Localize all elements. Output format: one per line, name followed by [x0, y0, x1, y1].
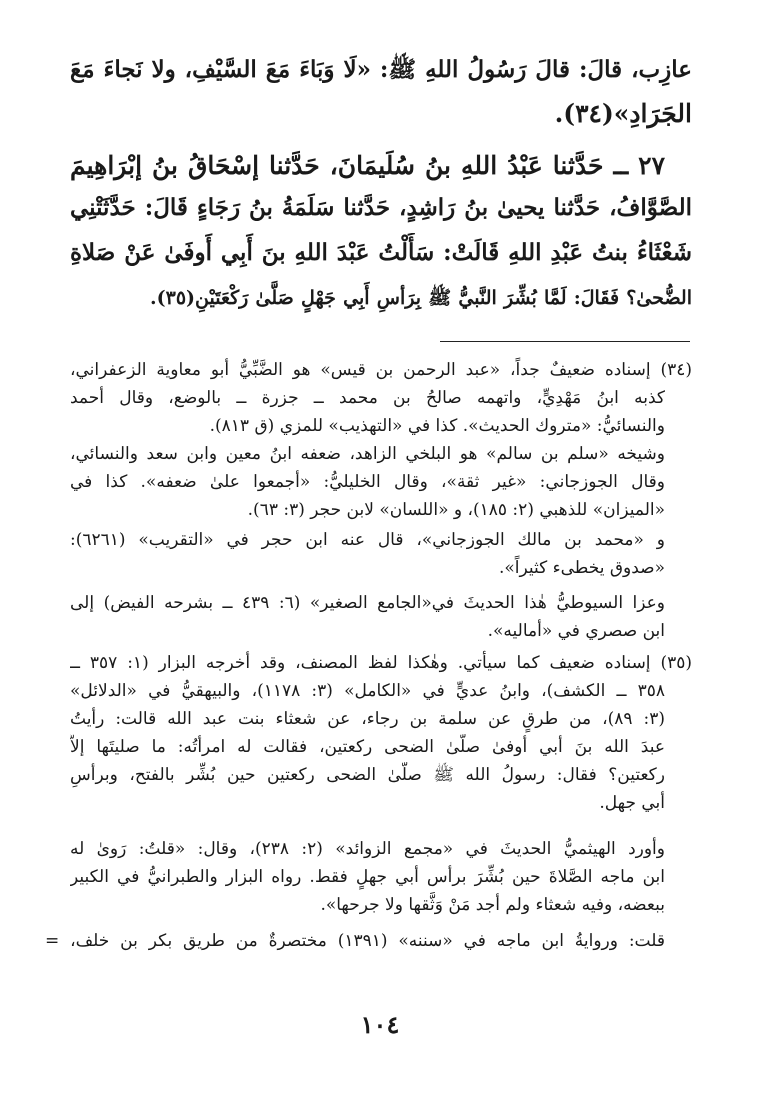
- footnote-line: ببعضه، وفيه شعثاء ولم أجد مَنْ وَثَّقها ولا جرحها».: [320, 895, 665, 915]
- main-text-line: الضُّحىٰ؟ فَقَالَ: لَمَّا بُشِّرَ النَّبيُّ ﷺ بِرَأسِ أَبِي جَهْلٍ صَلَّىٰ رَكْعَتَيْنِ(٣٥).: [150, 287, 692, 309]
- footnote-line: «صدوق يخطىء كثيراً».: [498, 558, 665, 578]
- main-text-line: الجَرَادِ»(٣٤).: [554, 99, 692, 128]
- main-text-line: عازِب، قالَ: قالَ رَسُولُ اللهِ ﷺ: «لَا وَبَاءَ مَعَ السَّيْفِ، ولا نَجاءَ مَعَ: [70, 56, 692, 83]
- footnote-line: «الميزان» للذهبي (٢: ١٨٥)، و «اللسان» لابن حجر (٣: ٦٣).: [247, 500, 665, 520]
- footnote-line: ركعتين؟ فقال: رسولُ الله ﷺ صلَّىٰ الضحى ركعتين حين بُشِّر بالفتح، وبرأسِ: [70, 765, 665, 785]
- main-text-line: الصَّوَّافُ، حَدَّثنا يحيىٰ بنُ رَاشِدٍ، حَدَّثنا سَلَمَةُ بنُ رَجَاءٍ قَالَ: حَدَّثَتْنِي: [70, 194, 692, 221]
- page-number: ١٠٤: [360, 1010, 400, 1039]
- footnote-35-line: (٣٥) إسناده ضعيف كما سيأتي. وهٰكذا لفظ المصنف، وقد أخرجه البزار (١: ٣٥٧ ــ: [70, 653, 692, 673]
- footnote-line: ابن ماجه الصَّلاةَ حين بُشِّرَ برأس أبي جهلٍ فقط. رواه البزار والطبرانيُّ في الكبير: [70, 867, 665, 887]
- footnote-line: والنسائيُّ: «متروك الحديث». كذا في «التهذيب» للمزي (ق ٨١٣).: [209, 416, 665, 436]
- main-text-line: شَعْثَاءُ بنتُ عَبْدِ اللهِ قَالَتْ: سَأَلْتُ عَبْدَ اللهِ بنَ أَبِي أَوفَىٰ عَنْ صَلاةِ: [70, 239, 692, 266]
- footnote-line: وشيخه «سلم بن سالم» هو البلخي الزاهد، ضعفه ابنُ معين وابن سعد والنسائي،: [70, 444, 665, 464]
- footnote-line: ٣٥٨ ــ الكشف)، وابنُ عديٍّ في «الكامل» (٣: ١١٧٨)، والبيهقيُّ في «الدلائل»: [70, 681, 665, 701]
- footnote-line: وقال الجوزجاني: «غير ثقة»، وقال الخليليُّ: «أجمعوا علىٰ ضعفه». كذا في: [70, 472, 665, 492]
- footnote-line: ابن صصري في «أماليه».: [487, 621, 665, 641]
- footnote-line: (٣: ٨٩)، من طرقٍ عن سلمة بن رجاء، عن شعثاء بنت عبد الله قالت: رأيتُ: [70, 709, 665, 729]
- footnote-separator: [440, 341, 690, 342]
- footnote-line: و «محمد بن مالك الجوزجاني»، قال عنه ابن حجر في «التقريب» (٦٢٦١):: [70, 530, 665, 550]
- footnote-line: كذبه ابنُ مَهْدِيٍّ، واتهمه صالحُ بن محمد ــ جزرة ــ بالوضع، وقال أحمد: [70, 388, 665, 408]
- footnote-line: عبدَ الله بنَ أبي أوفىٰ صلَّىٰ الضحى ركعتين، فقالت له امرأتُه: ما صليتَها إلاَّ: [70, 737, 665, 757]
- footnote-line: قلت: وروايةُ ابن ماجه في «سننه» (١٣٩١) مختصرةٌ من طريق بكر بن خلف، =: [45, 931, 665, 951]
- footnote-line: وأورد الهيثميُّ الحديثَ في «مجمع الزوائد» (٢: ٢٣٨)، وقال: «قلتُ: رَوىٰ له: [70, 839, 665, 859]
- footnote-line: وعزا السيوطيُّ هٰذا الحديثَ في«الجامع الصغير» (٦: ٤٣٩ ــ بشرحه الفيض) إلى: [70, 593, 665, 613]
- footnote-line: أبي جهل.: [599, 793, 665, 813]
- footnote-34-line: (٣٤) إسناده ضعيفٌ جداً، «عبد الرحمن بن قيس» هو الضَّبِّيُّ أبو معاوية الزعفراني،: [70, 360, 692, 380]
- hadith-number-line: ٢٧ ــ حَدَّثنا عَبْدُ اللهِ بنُ سُلَيمَانَ، حَدَّثنا إسْحَاقُ بنُ إبْرَاهِيمَ: [70, 151, 665, 180]
